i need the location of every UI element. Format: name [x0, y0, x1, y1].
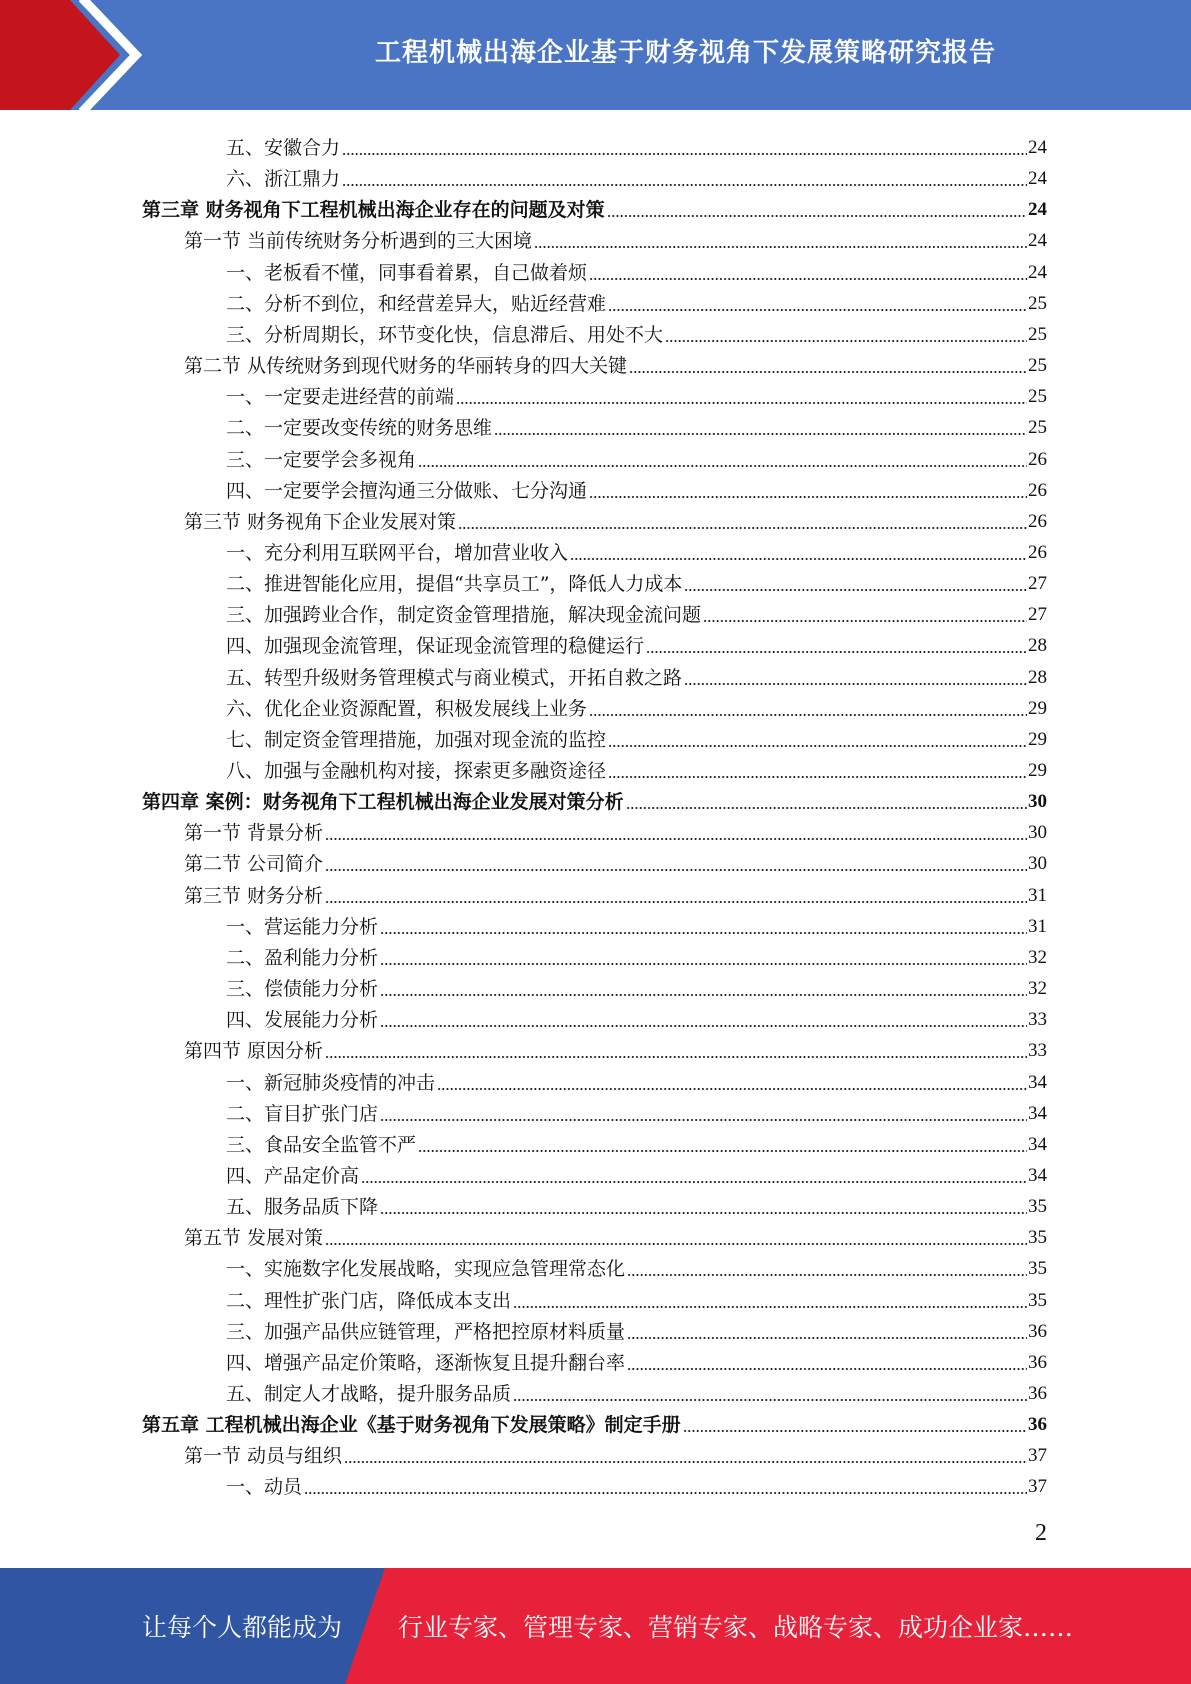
toc-entry-title: 二、盈利能力分析	[226, 946, 379, 969]
toc-entry-page: 29	[1028, 728, 1047, 750]
toc-entry-title: 第一节 背景分析	[184, 822, 324, 845]
toc-entry-title: 二、盲目扩张门店	[226, 1102, 379, 1125]
toc-dot-leader	[607, 215, 1027, 217]
toc-entry-title: 一、营运能力分析	[226, 915, 379, 938]
toc-dot-leader	[458, 527, 1027, 529]
toc-entry-title: 八、加强与金融机构对接，探索更多融资途径	[226, 760, 607, 782]
toc-entry-page: 25	[1028, 323, 1047, 345]
toc-entry-page: 30	[1028, 822, 1047, 844]
toc-entry-title: 四、产品定价高	[226, 1164, 360, 1187]
toc-dot-leader	[325, 901, 1027, 903]
toc-dot-leader	[325, 1243, 1027, 1245]
toc-entry-title: 三、加强产品供应链管理，严格把控原材料质量	[226, 1320, 626, 1343]
toc-entry-title: 六、浙江鼎力	[226, 168, 341, 191]
toc-section-entry[interactable]	[184, 844, 1047, 875]
toc-dot-leader	[380, 963, 1027, 965]
toc-dot-leader	[325, 869, 1027, 871]
toc-subsection-entry[interactable]	[226, 128, 1047, 159]
toc-entry-page: 26	[1028, 541, 1047, 563]
toc-entry-title: 五、制定人才战略，提升服务品质	[226, 1383, 512, 1405]
toc-entry-page: 35	[1028, 1289, 1047, 1311]
toc-entry-title: 第三节 财务分析	[184, 884, 324, 907]
toc-subsection-entry[interactable]	[226, 907, 1047, 938]
toc-section-entry[interactable]	[184, 813, 1047, 844]
toc-entry-page: 29	[1028, 760, 1047, 781]
toc-subsection-entry[interactable]	[226, 938, 1047, 969]
toc-subsection-entry[interactable]	[226, 1281, 1047, 1312]
toc-dot-leader	[627, 1368, 1027, 1370]
toc-entry-page: 36	[1028, 1320, 1047, 1342]
toc-entry-title: 第二节 从传统财务到现代财务的华丽转身的四大关键	[184, 355, 628, 378]
toc-section-entry[interactable]	[184, 502, 1047, 533]
toc-dot-leader	[589, 496, 1027, 498]
toc-entry-page: 34	[1028, 1071, 1047, 1093]
toc-dot-leader	[456, 402, 1027, 404]
toc-subsection-entry[interactable]	[226, 533, 1047, 564]
toc-entry-page: 31	[1028, 915, 1047, 937]
toc-subsection-entry[interactable]	[226, 689, 1047, 720]
toc-entry-title: 一、动员	[226, 1476, 303, 1499]
toc-entry-page: 26	[1028, 479, 1047, 501]
toc-subsection-entry[interactable]	[226, 315, 1047, 346]
toc-section-entry[interactable]	[184, 1031, 1047, 1062]
toc-entry-page: 30	[1028, 791, 1047, 813]
toc-entry-page: 27	[1028, 604, 1047, 626]
toc-subsection-entry[interactable]	[226, 626, 1047, 657]
toc-entry-page: 26	[1028, 510, 1047, 532]
toc-entry-title: 第五节 发展对策	[184, 1227, 324, 1250]
toc-dot-leader	[608, 745, 1027, 747]
toc-entry-title: 一、充分利用互联网平台，增加营业收入	[226, 541, 569, 564]
toc-subsection-entry[interactable]	[226, 440, 1047, 471]
toc-entry-page: 24	[1028, 199, 1047, 221]
toc-dot-leader	[626, 807, 1027, 809]
toc-subsection-entry[interactable]	[226, 377, 1047, 408]
toc-subsection-entry[interactable]	[226, 595, 1047, 626]
toc-entry-title: 三、一定要学会多视角	[226, 448, 417, 471]
toc-entry-title: 第四章 案例：财务视角下工程机械出海企业发展对策分析	[142, 791, 624, 814]
toc-entry-page: 36	[1028, 1351, 1047, 1373]
toc-entry-page: 37	[1028, 1445, 1047, 1467]
toc-dot-leader	[683, 1430, 1027, 1432]
toc-subsection-entry[interactable]	[226, 159, 1047, 190]
toc-subsection-entry[interactable]	[226, 253, 1047, 284]
toc-entry-title: 一、老板看不懂，同事看着累，自己做着烦	[226, 261, 588, 284]
toc-chapter-entry[interactable]	[142, 190, 1047, 221]
toc-entry-title: 第三节 财务视角下企业发展对策	[184, 510, 457, 533]
toc-entry-page: 30	[1028, 853, 1047, 875]
document-title: 工程机械出海企业基于财务视角下发展策略研究报告	[374, 37, 996, 68]
toc-entry-title: 一、一定要走进经营的前端	[226, 386, 455, 409]
header-chevron-graphic	[0, 0, 160, 110]
toc-entry-page: 32	[1028, 946, 1047, 968]
toc-subsection-entry[interactable]	[226, 471, 1047, 502]
toc-entry-title: 二、推进智能化应用，提倡“共享员工”，降低人力成本	[226, 573, 683, 596]
toc-entry-title: 三、加强跨业合作，制定资金管理措施，解决现金流问题	[226, 604, 702, 627]
toc-dot-leader	[380, 1212, 1027, 1214]
toc-entry-page: 35	[1028, 1196, 1047, 1218]
toc-subsection-entry[interactable]	[226, 1343, 1047, 1374]
toc-dot-leader	[570, 558, 1027, 560]
toc-dot-leader	[361, 1181, 1027, 1183]
toc-subsection-entry[interactable]	[226, 1187, 1047, 1218]
toc-entry-page: 34	[1028, 1164, 1047, 1186]
toc-entry-page: 34	[1028, 1102, 1047, 1124]
toc-entry-title: 二、分析不到位，和经营差异大，贴近经营难	[226, 292, 607, 315]
toc-dot-leader	[646, 651, 1027, 653]
toc-dot-leader	[534, 246, 1027, 248]
page-number: 2	[1035, 1520, 1047, 1546]
toc-dot-leader	[380, 994, 1027, 996]
toc-dot-leader	[325, 838, 1027, 840]
toc-entry-page: 33	[1028, 1040, 1047, 1062]
toc-entry-title: 第一节 当前传统财务分析遇到的三大困境	[184, 230, 533, 253]
toc-entry-title: 三、食品安全监管不严	[226, 1133, 417, 1156]
toc-subsection-entry[interactable]	[226, 1374, 1047, 1405]
toc-entry-page: 26	[1028, 448, 1047, 470]
toc-subsection-entry[interactable]	[226, 1156, 1047, 1187]
toc-dot-leader	[703, 620, 1027, 622]
toc-entry-page: 25	[1028, 292, 1047, 314]
toc-dot-leader	[418, 465, 1027, 467]
toc-dot-leader	[513, 1306, 1027, 1308]
toc-subsection-entry[interactable]	[226, 1467, 1047, 1498]
toc-entry-title: 五、转型升级财务管理模式与商业模式，开拓自救之路	[226, 666, 683, 689]
page-header	[0, 0, 1191, 110]
toc-dot-leader	[418, 1150, 1027, 1152]
toc-subsection-entry[interactable]	[226, 1125, 1047, 1156]
toc-dot-leader	[608, 776, 1027, 778]
toc-entry-page: 29	[1028, 697, 1047, 719]
toc-dot-leader	[380, 1025, 1027, 1027]
toc-entry-title: 五、安徽合力	[226, 137, 341, 159]
toc-entry-page: 33	[1028, 1009, 1047, 1031]
toc-entry-page: 27	[1028, 573, 1047, 595]
toc-entry-title: 四、增强产品定价策略，逐渐恢复且提升翻台率	[226, 1351, 626, 1374]
footer-slogan-left: 让每个人都能成为	[142, 1613, 343, 1642]
toc-dot-leader	[494, 433, 1027, 435]
toc-subsection-entry[interactable]	[226, 751, 1047, 782]
toc-subsection-entry[interactable]	[226, 408, 1047, 439]
toc-dot-leader	[589, 714, 1027, 716]
toc-entry-page: 35	[1028, 1227, 1047, 1249]
toc-entry-page: 25	[1028, 386, 1047, 408]
toc-entry-page: 24	[1028, 261, 1047, 283]
toc-entry-title: 三、偿债能力分析	[226, 978, 379, 1001]
toc-chapter-entry[interactable]	[142, 782, 1047, 813]
toc-dot-leader	[627, 1274, 1027, 1276]
toc-dot-leader	[608, 309, 1027, 311]
toc-dot-leader	[589, 278, 1027, 280]
toc-dot-leader	[380, 1119, 1027, 1121]
toc-entry-title: 五、服务品质下降	[226, 1196, 379, 1219]
toc-section-entry[interactable]	[184, 221, 1047, 252]
toc-entry-page: 28	[1028, 635, 1047, 657]
toc-entry-title: 三、分析周期长，环节变化快，信息滞后、用处不大	[226, 323, 664, 346]
toc-entry-page: 28	[1028, 666, 1047, 688]
toc-dot-leader	[627, 1337, 1027, 1339]
toc-entry-page: 25	[1028, 417, 1047, 439]
toc-entry-title: 第五章 工程机械出海企业《基于财务视角下发展策略》制定手册	[142, 1414, 681, 1437]
toc-entry-title: 第三章 财务视角下工程机械出海企业存在的问题及对策	[142, 199, 605, 222]
toc-entry-title: 第四节 原因分析	[184, 1040, 324, 1063]
toc-dot-leader	[342, 184, 1027, 186]
toc-dot-leader	[304, 1492, 1027, 1494]
toc-entry-page: 34	[1028, 1133, 1047, 1155]
toc-entry-page: 36	[1028, 1414, 1047, 1436]
toc-dot-leader	[513, 1399, 1027, 1401]
toc-entry-page: 36	[1028, 1383, 1047, 1404]
toc-subsection-entry[interactable]	[226, 284, 1047, 315]
toc-subsection-entry[interactable]	[226, 658, 1047, 689]
toc-subsection-entry[interactable]	[226, 969, 1047, 1000]
toc-subsection-entry[interactable]	[226, 1000, 1047, 1031]
toc-entry-page: 24	[1028, 137, 1047, 158]
toc-subsection-entry[interactable]	[226, 1094, 1047, 1125]
footer-slogan-right: 行业专家、管理专家、营销专家、战略专家、成功企业家……	[398, 1613, 1074, 1642]
toc-dot-leader	[437, 1088, 1027, 1090]
toc-entry-page: 25	[1028, 355, 1047, 377]
toc-dot-leader	[684, 683, 1027, 685]
toc-subsection-entry[interactable]	[226, 1063, 1047, 1094]
toc-entry-title: 一、实施数字化发展战略，实现应急管理常态化	[226, 1258, 626, 1281]
toc-subsection-entry[interactable]	[226, 1312, 1047, 1343]
toc-subsection-entry[interactable]	[226, 564, 1047, 595]
toc-section-entry[interactable]	[184, 1436, 1047, 1467]
toc-subsection-entry[interactable]	[226, 1249, 1047, 1280]
toc-entry-title: 四、一定要学会擅沟通三分做账、七分沟通	[226, 479, 588, 502]
toc-entry-title: 第一节 动员与组织	[184, 1445, 343, 1468]
toc-entry-page: 31	[1028, 884, 1047, 906]
toc-entry-title: 七、制定资金管理措施，加强对现金流的监控	[226, 728, 607, 751]
toc-subsection-entry[interactable]	[226, 720, 1047, 751]
toc-section-entry[interactable]	[184, 876, 1047, 907]
toc-chapter-entry[interactable]	[142, 1405, 1047, 1436]
toc-entry-page: 24	[1028, 230, 1047, 252]
toc-dot-leader	[684, 589, 1027, 591]
toc-entry-page: 37	[1028, 1476, 1047, 1498]
page-footer	[0, 1568, 1191, 1684]
toc-section-entry[interactable]	[184, 346, 1047, 377]
toc-entry-title: 四、加强现金流管理，保证现金流管理的稳健运行	[226, 635, 645, 658]
toc-entry-page: 35	[1028, 1258, 1047, 1280]
toc-dot-leader	[380, 932, 1027, 934]
toc-dot-leader	[325, 1056, 1027, 1058]
toc-entry-title: 二、理性扩张门店，降低成本支出	[226, 1289, 512, 1312]
toc-dot-leader	[665, 340, 1027, 342]
toc-entry-page: 32	[1028, 978, 1047, 1000]
toc-entry-page: 24	[1028, 168, 1047, 190]
toc-entry-title: 四、发展能力分析	[226, 1009, 379, 1032]
toc-section-entry[interactable]	[184, 1218, 1047, 1249]
toc-dot-leader	[342, 153, 1027, 155]
toc-dot-leader	[344, 1461, 1027, 1463]
toc-entry-title: 六、优化企业资源配置，积极发展线上业务	[226, 697, 588, 720]
toc-entry-title: 一、新冠肺炎疫情的冲击	[226, 1071, 436, 1094]
toc-dot-leader	[629, 371, 1027, 373]
toc-entry-title: 二、一定要改变传统的财务思维	[226, 417, 493, 440]
toc-entry-title: 第二节 公司简介	[184, 853, 324, 876]
